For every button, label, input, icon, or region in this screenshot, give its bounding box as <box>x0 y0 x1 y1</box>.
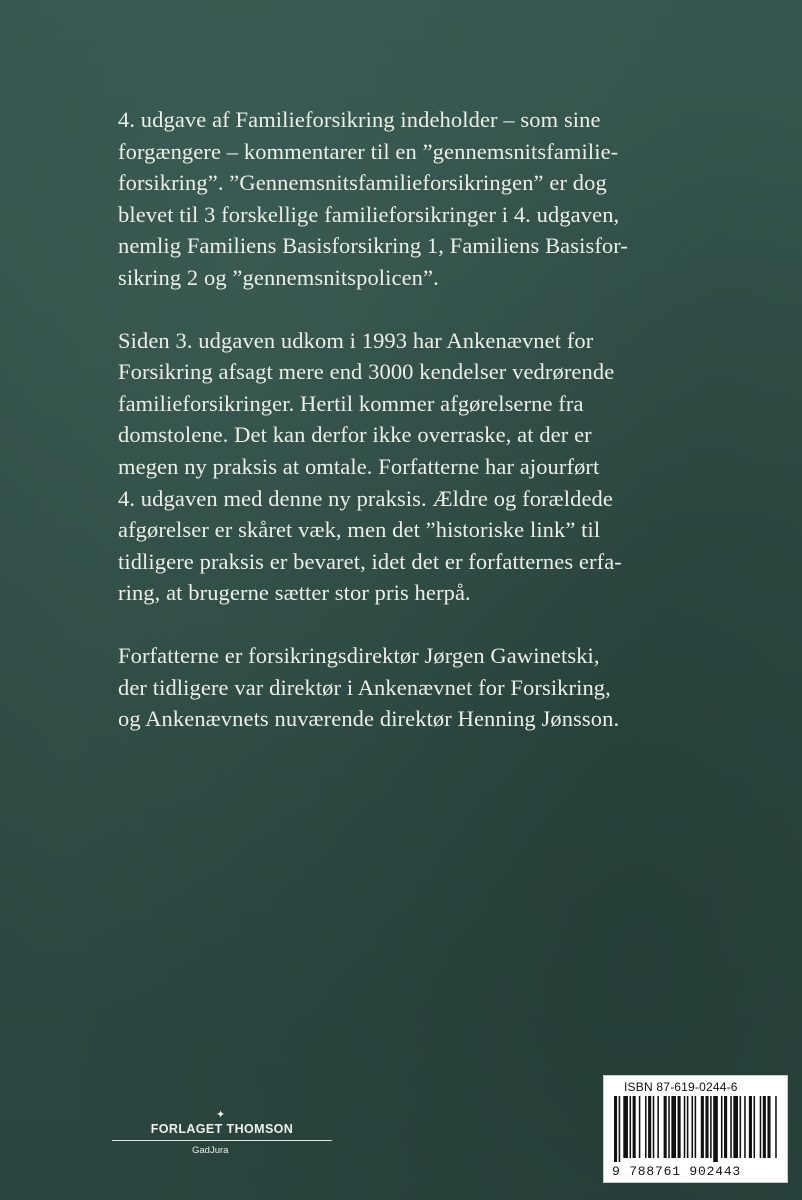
star-icon: ✦ <box>216 1109 226 1121</box>
barcode-bar <box>671 1096 676 1158</box>
barcode-bar <box>775 1096 777 1158</box>
barcode-panel <box>603 1075 788 1183</box>
barcode-bar <box>710 1096 712 1158</box>
barcode-bar <box>763 1096 766 1158</box>
barcode-bar <box>648 1096 651 1158</box>
barcode-bar <box>705 1096 708 1158</box>
publisher-logo <box>112 1109 332 1157</box>
ean-number: 9 788761 902443 <box>612 1164 742 1179</box>
barcode-bar <box>633 1096 636 1158</box>
barcode-bar <box>721 1096 723 1158</box>
barcode-bar <box>744 1096 746 1158</box>
blurb-paragraph-1: 4. udgave af Familieforsikring indeholder – som sine forgængere – kommentarer til en ”gennemsnitsfamilie- forsikring”. ”Gennemsnitsfamilieforsikringen” er dog blevet til 3 forskellige familieforsikringer i 4. udgaven, nemlig Familiens Basisforsikring 1, Familiens Basisfor- sikring 2 og ”gennemsnitspolicen”. <box>118 107 629 290</box>
barcode-bar <box>639 1096 641 1158</box>
barcode-bar <box>692 1096 694 1158</box>
blurb-text <box>118 104 758 766</box>
barcode-bar <box>678 1096 681 1158</box>
barcode-bar <box>653 1096 655 1158</box>
barcode-bar <box>754 1096 756 1158</box>
barcode-bar <box>767 1096 770 1158</box>
barcode-bar <box>749 1096 752 1158</box>
barcode-bar <box>730 1096 732 1158</box>
barcode-bar <box>630 1096 632 1158</box>
blurb-paragraph-2: Siden 3. udgaven udkom i 1993 har Ankenævnet for Forsikring afsagt mere end 3000 kendelser vedrørende familieforsikringer. Hertil kommer afgørelserne fra domstolene. Det kan derfor ikke overraske, at der er megen ny praksis at omtale. Forfatterne har ajourført 4. udgaven med denne ny praksis. Ældre og forældede afgørelser er skåret væk, men det ”historiske link” til tidligere praksis er bevaret, idet det er forfatternes erfa- ring, at brugerne sætter stor pris herpå. <box>118 327 622 606</box>
barcode-bar <box>645 1096 647 1158</box>
publisher-imprint: GadJura <box>192 1145 229 1156</box>
barcode-bar <box>668 1096 670 1158</box>
barcode-bar <box>684 1096 686 1158</box>
barcode-bar <box>657 1096 659 1158</box>
barcode-icon <box>610 1096 782 1162</box>
barcode-bar <box>733 1096 738 1158</box>
publisher-name: FORLAGET THOMSON <box>150 1122 294 1136</box>
publisher-divider <box>112 1140 332 1141</box>
barcode-bar <box>623 1096 628 1158</box>
barcode-bar <box>740 1096 742 1158</box>
barcode-bar <box>687 1096 689 1158</box>
barcode-bar <box>614 1096 617 1162</box>
isbn-label: ISBN 87-619-0244-6 <box>624 1080 738 1094</box>
barcode-bar <box>724 1096 727 1158</box>
barcode-bar <box>760 1096 762 1158</box>
barcode-bar <box>701 1096 704 1158</box>
barcode-bar <box>619 1096 621 1162</box>
blurb-paragraph-3: Forfatterne er forsikringsdirektør Jørgen Gawinetski, der tidligere var direktør i Ankenævnet for Forsikring, og Ankenævnets nuværende direktør Henning Jønsson. <box>118 642 620 732</box>
barcode-bar <box>664 1096 667 1158</box>
barcode-bar <box>713 1096 718 1162</box>
barcode-bar <box>695 1096 697 1158</box>
